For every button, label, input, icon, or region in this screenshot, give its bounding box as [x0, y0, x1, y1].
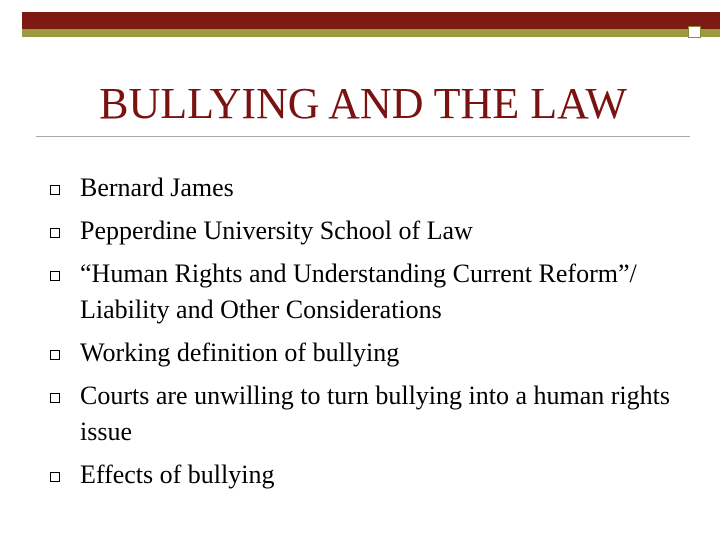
- list-item: [46, 378, 676, 450]
- list-item: [46, 213, 676, 249]
- bullet-list: [46, 170, 676, 500]
- hollow-square-icon: [50, 271, 60, 281]
- title-divider: [36, 136, 690, 137]
- corner-square-filled: [688, 12, 701, 24]
- hollow-square-icon: [50, 185, 60, 195]
- list-item-text: Bernard James: [80, 173, 234, 202]
- hollow-square-icon: [50, 393, 60, 403]
- list-item-text: “Human Rights and Understanding Current Reform”/ Liability and Other Considerations: [80, 259, 637, 324]
- list-item: [46, 457, 676, 493]
- list-item: [46, 170, 676, 206]
- header-olive-band: [22, 29, 720, 37]
- list-item: [46, 335, 676, 371]
- list-item-text: Courts are unwilling to turn bullying into a human rights issue: [80, 381, 671, 446]
- list-item-text: Effects of bullying: [80, 460, 275, 489]
- slide-title: BULLYING AND THE LAW: [99, 79, 627, 128]
- corner-square-outline: [688, 26, 701, 38]
- hollow-square-icon: [50, 472, 60, 482]
- list-item-text: Pepperdine University School of Law: [80, 216, 473, 245]
- list-item-text: Working definition of bullying: [80, 338, 400, 367]
- list-item: [46, 256, 676, 328]
- hollow-square-icon: [50, 350, 60, 360]
- hollow-square-icon: [50, 228, 60, 238]
- header-maroon-band: [22, 12, 720, 29]
